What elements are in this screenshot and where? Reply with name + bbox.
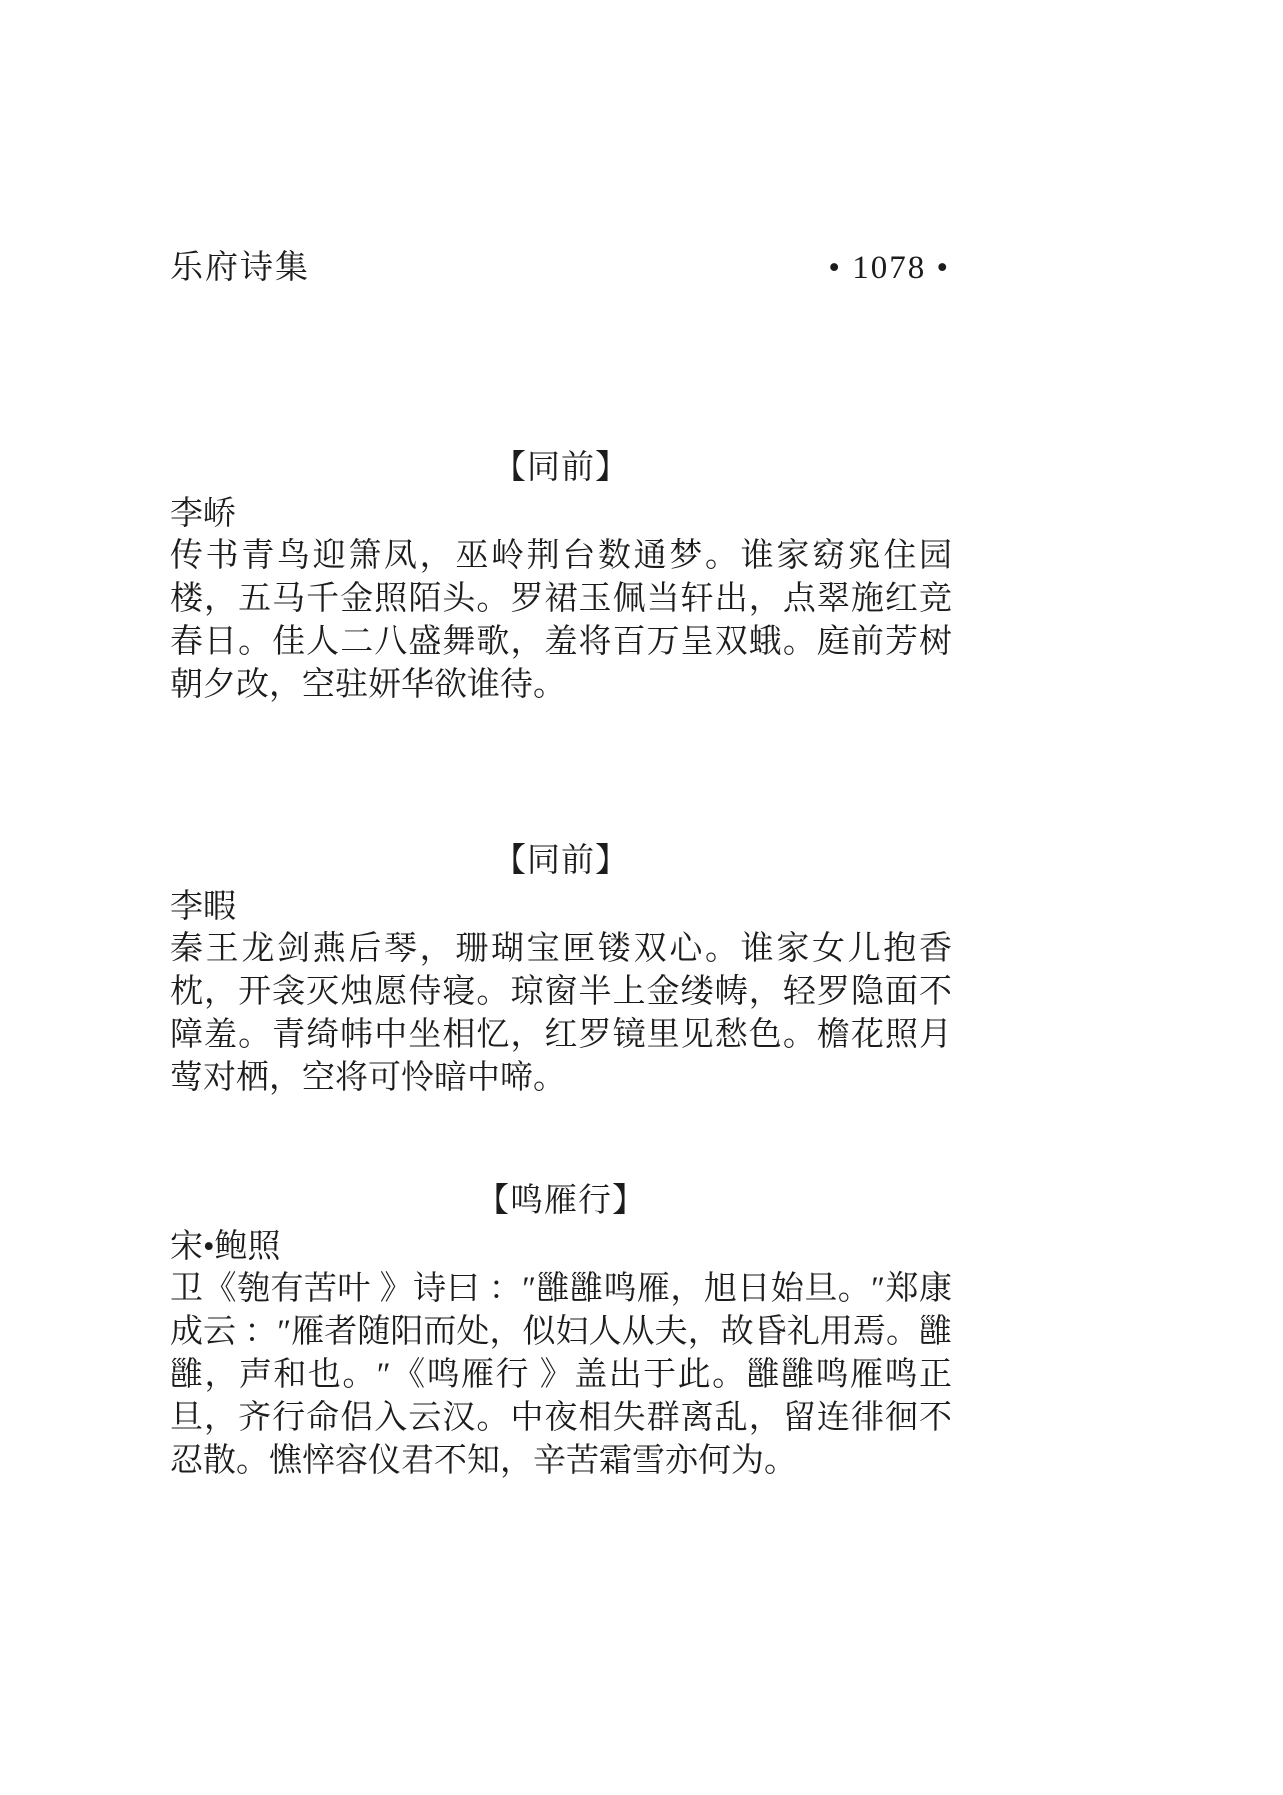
poem-section bbox=[170, 1183, 952, 1483]
book-title: 乐府诗集 bbox=[170, 250, 310, 286]
poem-title: 【同前】 bbox=[493, 843, 629, 879]
poem-body: 秦王龙剑燕后琴，珊瑚宝匣镂双心。谁家女儿抱香枕，开衾灭烛愿侍寝。琼窗半上金缕帱，轻罗隐面不障羞。青绮帏中坐相忆，红罗镜里见愁色。檐花照月莺对栖，空将可怜暗中啼。 bbox=[170, 931, 952, 1096]
poem-title: 【鸣雁行】 bbox=[476, 1183, 646, 1219]
page-header bbox=[170, 250, 950, 286]
poem-section bbox=[170, 450, 952, 707]
poem-body: 传书青鸟迎箫凤，巫岭荆台数通梦。谁家窈宨住园楼，五马千金照陌头。罗裙玉佩当轩出，点翠施红竞春日。佳人二八盛舞歌，羞将百万呈双蛾。庭前芳树朝夕改，空驻妍华欲谁待。 bbox=[170, 538, 952, 703]
page-number: • 1078 • bbox=[828, 250, 950, 286]
poem-author: 李暇 bbox=[170, 889, 236, 925]
poem-title: 【同前】 bbox=[493, 450, 629, 486]
poem-body: 卫《匏有苦叶 》诗曰 ：″雝雝鸣雁，旭日始旦。″郑康成云 ：″雁者随阳而处，似妇人从夫，故昏礼用焉。雝雝，声和也。″《鸣雁行 》盖出于此。雝雝鸣雁鸣正旦，齐行命侣入云汉。中夜相失群离乱，留连徘徊不忍散。憔悴容仪君不知，辛苦霜雪亦何为。 bbox=[170, 1271, 952, 1479]
poem-author: 李峤 bbox=[170, 496, 236, 532]
poem-section bbox=[170, 843, 952, 1100]
poem-author: 宋•鲍照 bbox=[170, 1229, 281, 1265]
